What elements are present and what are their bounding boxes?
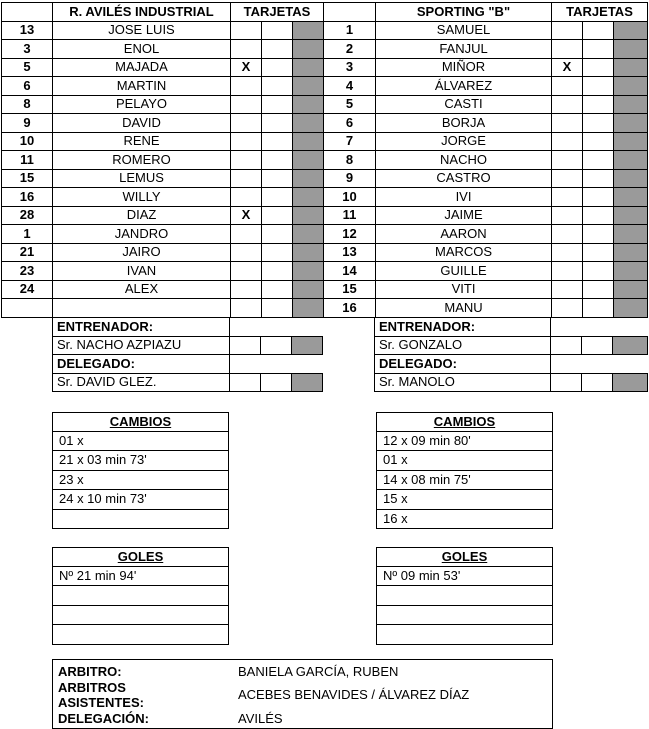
home-subs-title: CAMBIOS bbox=[53, 413, 229, 432]
away-substitution-entry: 12 x 09 min 80' bbox=[377, 431, 553, 451]
home-player-card-3 bbox=[293, 206, 324, 225]
referee-name: BANIELA GARCÍA, RUBEN bbox=[238, 664, 399, 679]
home-goals-title: GOLES bbox=[53, 548, 229, 567]
lineup-row bbox=[2, 206, 648, 225]
home-num-header bbox=[2, 3, 53, 22]
away-player-card bbox=[552, 21, 583, 40]
away-player-card-2 bbox=[583, 188, 614, 207]
home-player-card-2 bbox=[262, 151, 293, 170]
away-player-number: 7 bbox=[324, 132, 376, 151]
home-player-card-3 bbox=[293, 299, 324, 318]
away-player-number: 9 bbox=[324, 169, 376, 188]
away-player-card-3 bbox=[614, 299, 648, 318]
home-player-card bbox=[231, 299, 262, 318]
home-player-name: ROMERO bbox=[53, 151, 231, 170]
home-player-number: 1 bbox=[2, 225, 53, 244]
away-player-card-2 bbox=[583, 132, 614, 151]
home-player-card-2 bbox=[262, 21, 293, 40]
lineup-row bbox=[2, 58, 648, 77]
home-player-card-3 bbox=[293, 114, 324, 133]
away-player-number: 11 bbox=[324, 206, 376, 225]
away-player-card bbox=[552, 262, 583, 281]
away-delegate-name: Sr. MANOLO bbox=[375, 373, 551, 392]
away-player-card-3 bbox=[614, 58, 648, 77]
home-player-card-2 bbox=[262, 114, 293, 133]
home-player-card-3 bbox=[293, 77, 324, 96]
away-player-number: 5 bbox=[324, 95, 376, 114]
away-player-card bbox=[552, 206, 583, 225]
home-player-name: MAJADA bbox=[53, 58, 231, 77]
home-player-card: X bbox=[231, 206, 262, 225]
away-goals-title: GOLES bbox=[377, 548, 553, 567]
away-player-name: FANJUL bbox=[376, 40, 552, 59]
home-delegate-card-2 bbox=[261, 373, 292, 392]
home-player-card-2 bbox=[262, 280, 293, 299]
home-player-card-2 bbox=[262, 262, 293, 281]
away-player-name: ÁLVAREZ bbox=[376, 77, 552, 96]
home-substitution-entry: 23 x bbox=[53, 470, 229, 490]
away-player-name: CASTRO bbox=[376, 169, 552, 188]
home-player-card-3 bbox=[293, 151, 324, 170]
away-goals-box bbox=[376, 547, 553, 645]
away-substitution-entry: 01 x bbox=[377, 451, 553, 471]
away-substitution-entry: 14 x 08 min 75' bbox=[377, 470, 553, 490]
away-player-card bbox=[552, 169, 583, 188]
home-substitution-entry: 21 x 03 min 73' bbox=[53, 451, 229, 471]
away-player-card-3 bbox=[614, 169, 648, 188]
home-player-card-3 bbox=[293, 132, 324, 151]
away-player-number: 2 bbox=[324, 40, 376, 59]
away-player-card-3 bbox=[614, 151, 648, 170]
lineup-row bbox=[2, 299, 648, 318]
away-player-card-2 bbox=[583, 262, 614, 281]
home-player-card-3 bbox=[293, 21, 324, 40]
lineup-row bbox=[2, 169, 648, 188]
home-player-name: ALEX bbox=[53, 280, 231, 299]
home-player-name: JANDRO bbox=[53, 225, 231, 244]
home-player-card-2 bbox=[262, 299, 293, 318]
home-player-number: 5 bbox=[2, 58, 53, 77]
away-player-number: 13 bbox=[324, 243, 376, 262]
home-player-card bbox=[231, 169, 262, 188]
away-player-card-2 bbox=[583, 169, 614, 188]
away-player-card bbox=[552, 95, 583, 114]
home-player-card-2 bbox=[262, 206, 293, 225]
lineup-row bbox=[2, 21, 648, 40]
home-player-number: 28 bbox=[2, 206, 53, 225]
home-player-card bbox=[231, 132, 262, 151]
away-coach-card-1 bbox=[551, 336, 582, 355]
home-coach-card-3 bbox=[292, 336, 323, 355]
home-player-card-2 bbox=[262, 95, 293, 114]
home-player-card-3 bbox=[293, 243, 324, 262]
home-player-number: 11 bbox=[2, 151, 53, 170]
home-player-card bbox=[231, 188, 262, 207]
home-player-card-3 bbox=[293, 225, 324, 244]
home-goal-entry bbox=[53, 625, 229, 645]
away-player-card-2 bbox=[583, 243, 614, 262]
home-player-number bbox=[2, 299, 53, 318]
away-substitutions-box bbox=[376, 412, 553, 529]
home-player-card bbox=[231, 243, 262, 262]
away-player-number: 6 bbox=[324, 114, 376, 133]
away-goal-entry bbox=[377, 625, 553, 645]
lineup-row bbox=[2, 95, 648, 114]
away-player-name: CASTI bbox=[376, 95, 552, 114]
home-delegate-card-3 bbox=[292, 373, 323, 392]
home-delegate-name: Sr. DAVID GLEZ. bbox=[53, 373, 230, 392]
home-player-name: MARTIN bbox=[53, 77, 231, 96]
away-player-card-3 bbox=[614, 77, 648, 96]
away-player-number: 14 bbox=[324, 262, 376, 281]
away-player-number: 12 bbox=[324, 225, 376, 244]
away-player-card-3 bbox=[614, 225, 648, 244]
away-player-number: 16 bbox=[324, 299, 376, 318]
home-player-card-2 bbox=[262, 40, 293, 59]
away-player-number: 3 bbox=[324, 58, 376, 77]
home-player-name: WILLY bbox=[53, 188, 231, 207]
away-player-card bbox=[552, 40, 583, 59]
home-player-name: LEMUS bbox=[53, 169, 231, 188]
home-goals-box bbox=[52, 547, 229, 645]
home-player-card bbox=[231, 225, 262, 244]
home-player-card-3 bbox=[293, 169, 324, 188]
away-delegate-label: DELEGADO: bbox=[375, 355, 551, 374]
home-goal-entry bbox=[53, 586, 229, 606]
away-player-number: 15 bbox=[324, 280, 376, 299]
lineup-row bbox=[2, 280, 648, 299]
home-player-card-2 bbox=[262, 132, 293, 151]
home-player-number: 10 bbox=[2, 132, 53, 151]
home-player-name: JAIRO bbox=[53, 243, 231, 262]
away-player-card bbox=[552, 225, 583, 244]
home-player-card-3 bbox=[293, 262, 324, 281]
home-player-name: DIAZ bbox=[53, 206, 231, 225]
away-player-card-3 bbox=[614, 206, 648, 225]
away-player-card: X bbox=[552, 58, 583, 77]
home-player-card-2 bbox=[262, 77, 293, 96]
away-team-name: SPORTING "B" bbox=[376, 3, 552, 22]
away-player-card-2 bbox=[583, 21, 614, 40]
away-player-card-3 bbox=[614, 114, 648, 133]
away-player-name: JAIME bbox=[376, 206, 552, 225]
home-player-card bbox=[231, 95, 262, 114]
home-player-card-3 bbox=[293, 280, 324, 299]
away-player-number: 1 bbox=[324, 21, 376, 40]
home-player-number: 6 bbox=[2, 77, 53, 96]
away-coach-name: Sr. GONZALO bbox=[375, 336, 551, 355]
home-player-number: 24 bbox=[2, 280, 53, 299]
home-substitutions-box bbox=[52, 412, 229, 529]
home-player-card: X bbox=[231, 58, 262, 77]
home-goal-entry: Nº 21 min 94' bbox=[53, 566, 229, 586]
away-player-card-2 bbox=[583, 77, 614, 96]
home-player-card-2 bbox=[262, 58, 293, 77]
home-cards-header: TARJETAS bbox=[231, 3, 324, 22]
assistants-label-line2: ASISTENTES: bbox=[58, 695, 144, 710]
away-delegate-card-2 bbox=[582, 373, 613, 392]
away-subs-title: CAMBIOS bbox=[377, 413, 553, 432]
staff-table bbox=[52, 317, 648, 392]
lineups-header-row bbox=[2, 3, 648, 22]
home-goal-entry bbox=[53, 605, 229, 625]
away-cards-header: TARJETAS bbox=[552, 3, 648, 22]
delegation-label: DELEGACIÓN: bbox=[58, 711, 149, 726]
away-player-name: MANU bbox=[376, 299, 552, 318]
lineup-row bbox=[2, 77, 648, 96]
away-player-name: BORJA bbox=[376, 114, 552, 133]
home-player-number: 3 bbox=[2, 40, 53, 59]
away-player-card-2 bbox=[583, 299, 614, 318]
lineups-table bbox=[1, 2, 648, 318]
officials-box bbox=[52, 659, 553, 729]
home-player-number: 23 bbox=[2, 262, 53, 281]
home-player-card bbox=[231, 262, 262, 281]
lineup-row bbox=[2, 114, 648, 133]
away-substitution-entry: 15 x bbox=[377, 490, 553, 510]
away-player-card-3 bbox=[614, 243, 648, 262]
away-player-name: VITI bbox=[376, 280, 552, 299]
home-player-card bbox=[231, 77, 262, 96]
home-delegate-card-1 bbox=[230, 373, 261, 392]
away-player-name: SAMUEL bbox=[376, 21, 552, 40]
away-goal-entry bbox=[377, 586, 553, 606]
home-player-name: JOSE LUIS bbox=[53, 21, 231, 40]
away-player-card-3 bbox=[614, 95, 648, 114]
home-player-number: 13 bbox=[2, 21, 53, 40]
home-player-name: ENOL bbox=[53, 40, 231, 59]
lineup-row bbox=[2, 40, 648, 59]
away-coach-card-3 bbox=[613, 336, 648, 355]
referee-label: ARBITRO: bbox=[58, 664, 122, 679]
home-player-card-3 bbox=[293, 95, 324, 114]
away-player-name: IVI bbox=[376, 188, 552, 207]
away-player-card-2 bbox=[583, 280, 614, 299]
away-player-name: AARON bbox=[376, 225, 552, 244]
away-player-card-3 bbox=[614, 280, 648, 299]
away-player-name: JORGE bbox=[376, 132, 552, 151]
lineup-row bbox=[2, 151, 648, 170]
away-goal-entry bbox=[377, 605, 553, 625]
home-player-name: IVAN bbox=[53, 262, 231, 281]
home-coach-card-2 bbox=[261, 336, 292, 355]
lineup-row bbox=[2, 188, 648, 207]
away-player-card bbox=[552, 77, 583, 96]
away-substitution-entry: 16 x bbox=[377, 509, 553, 529]
home-player-number: 16 bbox=[2, 188, 53, 207]
away-player-name: MARCOS bbox=[376, 243, 552, 262]
away-player-card-3 bbox=[614, 132, 648, 151]
home-player-card-3 bbox=[293, 40, 324, 59]
home-player-card bbox=[231, 21, 262, 40]
away-goal-entry: Nº 09 min 53' bbox=[377, 566, 553, 586]
home-substitution-entry: 24 x 10 min 73' bbox=[53, 490, 229, 510]
home-player-card-2 bbox=[262, 188, 293, 207]
away-delegate-card-1 bbox=[551, 373, 582, 392]
home-player-name bbox=[53, 299, 231, 318]
home-player-number: 15 bbox=[2, 169, 53, 188]
home-substitution-entry bbox=[53, 509, 229, 529]
home-player-name: PELAYO bbox=[53, 95, 231, 114]
away-player-card bbox=[552, 132, 583, 151]
home-coach-card-1 bbox=[230, 336, 261, 355]
away-player-card bbox=[552, 299, 583, 318]
away-player-card bbox=[552, 151, 583, 170]
lineup-row bbox=[2, 132, 648, 151]
away-player-number: 8 bbox=[324, 151, 376, 170]
assistants-names: ACEBES BENAVIDES / ÁLVAREZ DÍAZ bbox=[238, 687, 470, 702]
home-delegate-label: DELEGADO: bbox=[53, 355, 230, 374]
home-player-name: DAVID bbox=[53, 114, 231, 133]
home-player-card-2 bbox=[262, 243, 293, 262]
home-substitution-entry: 01 x bbox=[53, 431, 229, 451]
home-player-card bbox=[231, 40, 262, 59]
home-player-card bbox=[231, 280, 262, 299]
away-player-card-2 bbox=[583, 151, 614, 170]
home-player-number: 8 bbox=[2, 95, 53, 114]
away-player-card-3 bbox=[614, 21, 648, 40]
home-coach-name: Sr. NACHO AZPIAZU bbox=[53, 336, 230, 355]
assistants-label-line1: ARBITROS bbox=[58, 680, 126, 695]
away-player-card bbox=[552, 280, 583, 299]
away-player-card-2 bbox=[583, 95, 614, 114]
away-num-header bbox=[324, 3, 376, 22]
home-player-name: RENE bbox=[53, 132, 231, 151]
away-player-number: 4 bbox=[324, 77, 376, 96]
home-player-card-2 bbox=[262, 169, 293, 188]
away-delegate-card-3 bbox=[613, 373, 648, 392]
delegation-name: AVILÉS bbox=[238, 711, 283, 726]
away-player-card-2 bbox=[583, 40, 614, 59]
home-player-card bbox=[231, 114, 262, 133]
away-player-card-2 bbox=[583, 225, 614, 244]
lineup-row bbox=[2, 225, 648, 244]
away-coach-label: ENTRENADOR: bbox=[375, 318, 551, 337]
away-player-name: GUILLE bbox=[376, 262, 552, 281]
away-player-card-2 bbox=[583, 58, 614, 77]
away-coach-card-2 bbox=[582, 336, 613, 355]
away-player-card-3 bbox=[614, 262, 648, 281]
away-player-card bbox=[552, 188, 583, 207]
away-player-card bbox=[552, 114, 583, 133]
lineup-row bbox=[2, 243, 648, 262]
home-player-card-3 bbox=[293, 188, 324, 207]
away-player-card-3 bbox=[614, 188, 648, 207]
away-player-name: MIÑOR bbox=[376, 58, 552, 77]
away-player-name: NACHO bbox=[376, 151, 552, 170]
home-player-number: 9 bbox=[2, 114, 53, 133]
home-player-card-3 bbox=[293, 58, 324, 77]
away-player-card-3 bbox=[614, 40, 648, 59]
away-player-card bbox=[552, 243, 583, 262]
home-team-name: R. AVILÉS INDUSTRIAL bbox=[53, 3, 231, 22]
lineup-row bbox=[2, 262, 648, 281]
home-player-card bbox=[231, 151, 262, 170]
away-player-card-2 bbox=[583, 206, 614, 225]
home-player-card-2 bbox=[262, 225, 293, 244]
home-coach-label: ENTRENADOR: bbox=[53, 318, 230, 337]
away-player-number: 10 bbox=[324, 188, 376, 207]
home-player-number: 21 bbox=[2, 243, 53, 262]
away-player-card-2 bbox=[583, 114, 614, 133]
